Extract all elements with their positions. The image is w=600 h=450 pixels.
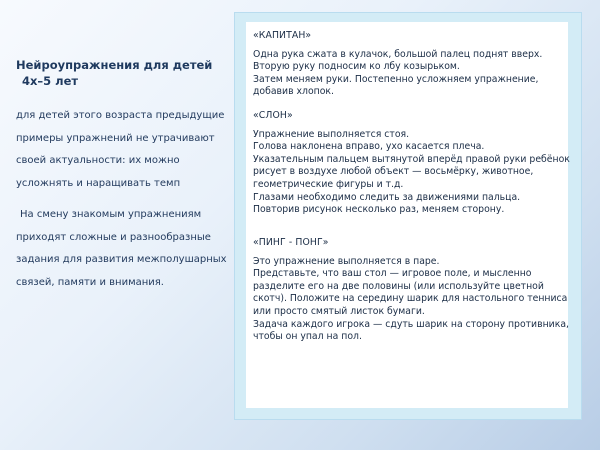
title-line-1: Нейроупражнения для детей <box>16 58 213 72</box>
intro-paragraph: для детей этого возраста предыдущие примеры упражнений не утрачивают своей актуальности: их можно усложнять и наращивать темп <box>16 110 225 189</box>
exercise-text: Упражнение выполняется стоя. Голова наклонена вправо, ухо касается плеча. Указательным пальцем вытянутой вперёд правой руки ребёнок рисует в воздухе любой объект — восьмёрку, животное, геометрические фигуры и т.д. Глазами необходимо следить за движениями пальца. Повторив рисунок несколько раз, меняем сторону. <box>253 128 570 216</box>
exercise-slon <box>253 110 573 217</box>
exercise-kapitan <box>253 30 573 99</box>
exercise-heading: «КАПИТАН» <box>253 30 312 41</box>
exercise-text: Это упражнение выполняется в паре. Представьте, что ваш стол — игровое поле, и мысленно разделите его на две половины (или используйте цветной скотч). Положите на середину шарик для настольного тенниса или просто смятый листок бумаги. Задача каждого игрока — сдуть шарик на сторону противника, чтобы он упал на пол. <box>253 255 569 343</box>
second-paragraph: На смену знакомым упражнениям приходят сложные и разнообразные задания для развития межполушарных связей, памяти и внимания. <box>16 209 227 288</box>
title-line-2: 4х–5 лет <box>22 74 79 88</box>
exercise-heading: «СЛОН» <box>253 110 293 121</box>
exercise-ping-pong <box>253 237 573 344</box>
exercise-text: Одна рука сжата в кулачок, большой палец поднят вверх. Вторую руку подносим ко лбу козырьком. Затем меняем руки. Постепенно усложняем упражнение, добавив хлопок. <box>253 48 543 98</box>
slide-title <box>16 57 226 89</box>
exercise-heading: «ПИНГ - ПОНГ» <box>253 237 329 248</box>
